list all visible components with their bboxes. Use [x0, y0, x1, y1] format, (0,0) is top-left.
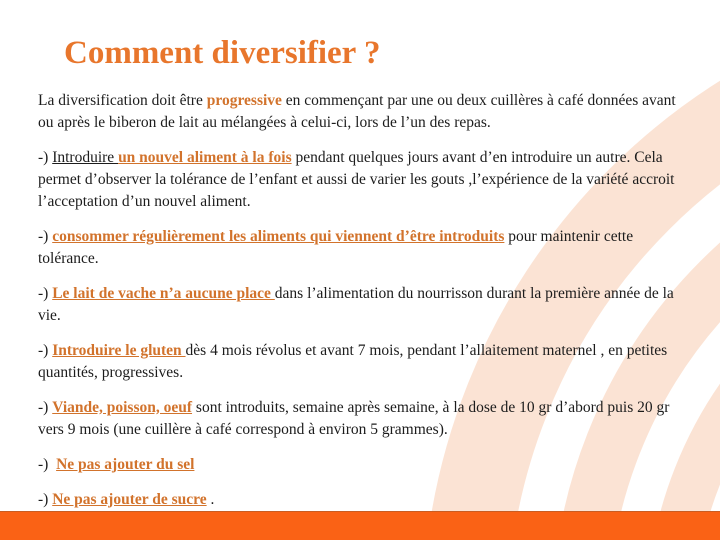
bullet-arrow-icon: -)	[38, 490, 49, 508]
text-segment: Introduire le gluten	[52, 341, 186, 359]
paragraph	[38, 283, 683, 327]
bullet-arrow-icon: -)	[38, 341, 49, 359]
paragraph	[38, 340, 683, 384]
text-segment: La diversification doit être	[38, 91, 207, 109]
paragraph	[38, 454, 683, 476]
bullet-arrow-icon: -)	[38, 227, 49, 245]
text-segment: en commençant par une ou deux cuillères à café données avant ou après le biberon de lait au mélangées à celui-ci, lors de l’un des repas.	[38, 91, 676, 131]
paragraph	[38, 397, 683, 441]
text-segment: pendant quelques jours avant d’en introduire un autre. Cela permet d’observer la tolérance de l’enfant et aussi de varier les gouts ,l’expérience de la variété accroit l’acceptation d’un nouvel aliment.	[38, 148, 675, 210]
footer-bar	[0, 511, 720, 540]
paragraph	[38, 90, 683, 134]
bullet-arrow-icon: -)	[38, 398, 49, 416]
paragraph	[38, 489, 683, 511]
text-segment: pour maintenir cette tolérance.	[38, 227, 634, 267]
text-segment: un nouvel aliment à la fois	[118, 148, 292, 166]
slide-content	[0, 36, 720, 511]
text-segment: .	[206, 490, 215, 508]
bullet-arrow-icon: -)	[38, 455, 49, 473]
text-segment: Viande, poisson, oeuf	[52, 398, 193, 416]
text-segment: Ne pas ajouter du sel	[56, 455, 195, 473]
text-segment: dès 4 mois révolus et avant 7 mois, pendant l’allaitement maternel , en petites quantités, progressives.	[38, 341, 668, 381]
bullet-arrow-icon: -)	[38, 148, 49, 166]
text-segment: consommer régulièrement les aliments qui viennent d’être introduits	[52, 227, 505, 245]
slide-title: Comment diversifier ?	[64, 35, 381, 71]
slide-body	[38, 90, 683, 511]
text-segment: Le lait de vache n’a aucune place	[52, 284, 275, 302]
text-segment: progressive	[206, 91, 282, 109]
text-segment: Ne pas ajouter de sucre	[52, 490, 207, 508]
paragraph	[38, 226, 683, 270]
text-segment: sont introduits, semaine après semaine, à la dose de 10 gr d’abord puis 20 gr vers 9 mois (une cuillère à café correspond à environ 5 grammes).	[38, 398, 670, 438]
paragraph	[38, 147, 683, 213]
text-segment: dans l’alimentation du nourrisson durant la première année de la vie.	[38, 284, 674, 324]
text-segment: Introduire	[52, 148, 119, 166]
bullet-arrow-icon: -)	[38, 284, 49, 302]
